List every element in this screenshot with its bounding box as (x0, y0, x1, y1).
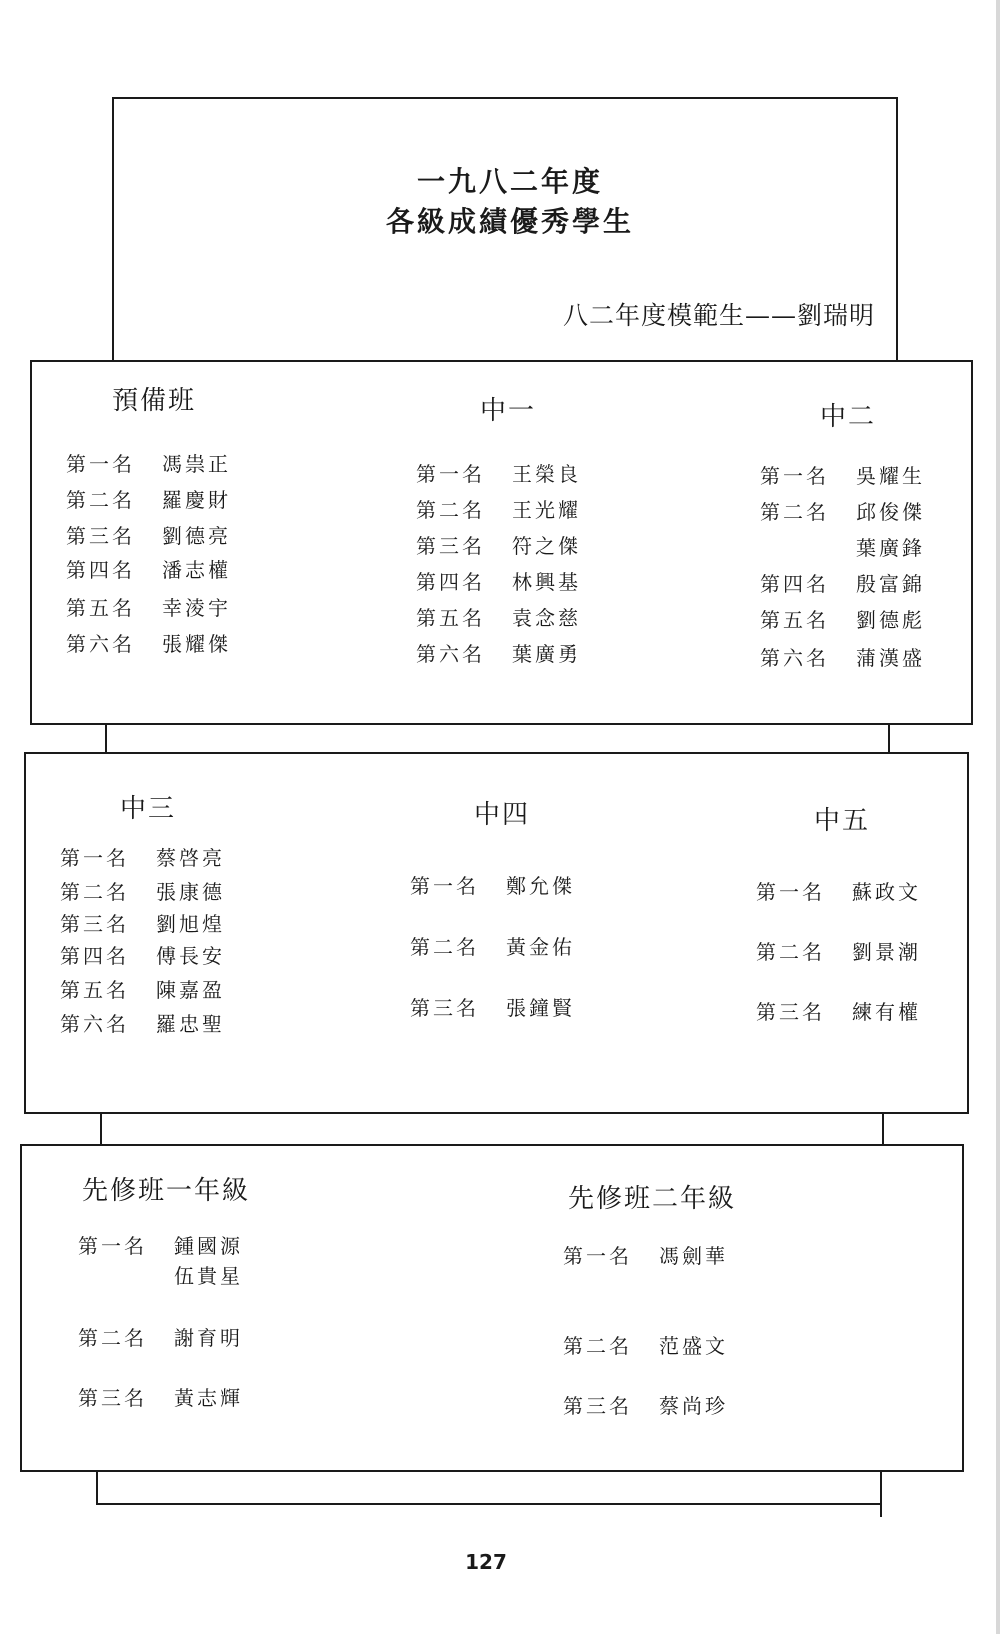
list-item: 第一名 王榮良 (416, 462, 581, 486)
column-pre-u1 (82, 1170, 250, 1207)
list-item: 第一名 鍾國源 (78, 1234, 243, 1258)
title-line-2: 各級成績優秀學生 (385, 205, 634, 238)
list-item: 第四名 殷富錦 (760, 572, 925, 596)
column-f3 (120, 788, 176, 825)
list-item: 第六名 蒲漢盛 (760, 646, 925, 670)
list-item: 第一名 馮祟正 (66, 452, 231, 476)
list-item: 第二名 范盛文 (563, 1334, 728, 1358)
model-student: 八二年度模範生——劉瑞明 (562, 301, 875, 330)
list-item: 第三名 黃志輝 (78, 1386, 243, 1410)
list-item: 第三名 劉旭煌 (60, 912, 225, 936)
bottom-bracket-base (96, 1503, 882, 1505)
list-item: 第二名 謝育明 (78, 1326, 243, 1350)
bottom-bracket-right (880, 1472, 882, 1517)
connector-left (105, 725, 107, 754)
column-title: 中四 (474, 800, 531, 830)
title-line-1: 一九八二年度 (416, 165, 603, 198)
column-title: 預備班 (112, 386, 197, 416)
list-item: 第三名 張鐘賢 (410, 996, 575, 1020)
list-item: 第四名 潘志權 (66, 558, 231, 582)
list-item: 第五名 幸淩宇 (66, 596, 231, 620)
column-prep (112, 380, 196, 417)
list-item: 第二名 羅慶財 (66, 488, 231, 512)
list-item: 第五名 袁念慈 (416, 606, 581, 630)
list-item: 第一名 鄭允傑 (410, 874, 575, 898)
list-item: 葉廣鋒 (856, 536, 925, 560)
column-f5 (814, 800, 870, 837)
list-item: 第三名 符之傑 (416, 534, 581, 558)
list-item: 第六名 羅忠聖 (60, 1012, 225, 1036)
list-item: 伍貴星 (174, 1264, 243, 1288)
list-item: 第三名 蔡尚珍 (563, 1394, 728, 1418)
column-pre-u2 (568, 1178, 736, 1215)
list-item: 第四名 傅長安 (60, 944, 225, 968)
list-item: 第一名 蘇政文 (756, 880, 921, 904)
bottom-bracket-left (96, 1472, 98, 1505)
list-item: 第五名 陳嘉盈 (60, 978, 225, 1002)
list-item: 第二名 王光耀 (416, 498, 581, 522)
column-f1 (480, 390, 536, 427)
column-title: 先修班一年級 (82, 1176, 251, 1206)
list-item: 第三名 劉德亮 (66, 524, 231, 548)
column-title: 中五 (814, 806, 871, 836)
column-f4 (474, 794, 530, 831)
list-item: 第二名 劉景潮 (756, 940, 921, 964)
list-item: 第五名 劉德彪 (760, 608, 925, 632)
list-item: 第二名 張康德 (60, 880, 225, 904)
column-title: 中二 (820, 402, 877, 432)
page-number: 127 (465, 1550, 507, 1574)
list-item: 第一名 吳耀生 (760, 464, 925, 488)
list-item: 第六名 葉廣勇 (416, 642, 581, 666)
column-f2 (820, 396, 876, 433)
list-item: 第一名 馮劍華 (563, 1244, 728, 1268)
connector-left (100, 1114, 102, 1146)
list-item: 第三名 練有權 (756, 1000, 921, 1024)
list-item: 第二名 邱俊傑 (760, 500, 925, 524)
scan-edge (996, 0, 1000, 1634)
list-item: 第二名 黃金佑 (410, 935, 575, 959)
list-item: 第一名 蔡啓亮 (60, 846, 225, 870)
column-title: 中一 (480, 396, 537, 426)
column-title: 中三 (120, 794, 177, 824)
list-item: 第四名 林興基 (416, 570, 581, 594)
column-title: 先修班二年級 (568, 1184, 737, 1214)
list-item: 第六名 張耀傑 (66, 632, 231, 656)
